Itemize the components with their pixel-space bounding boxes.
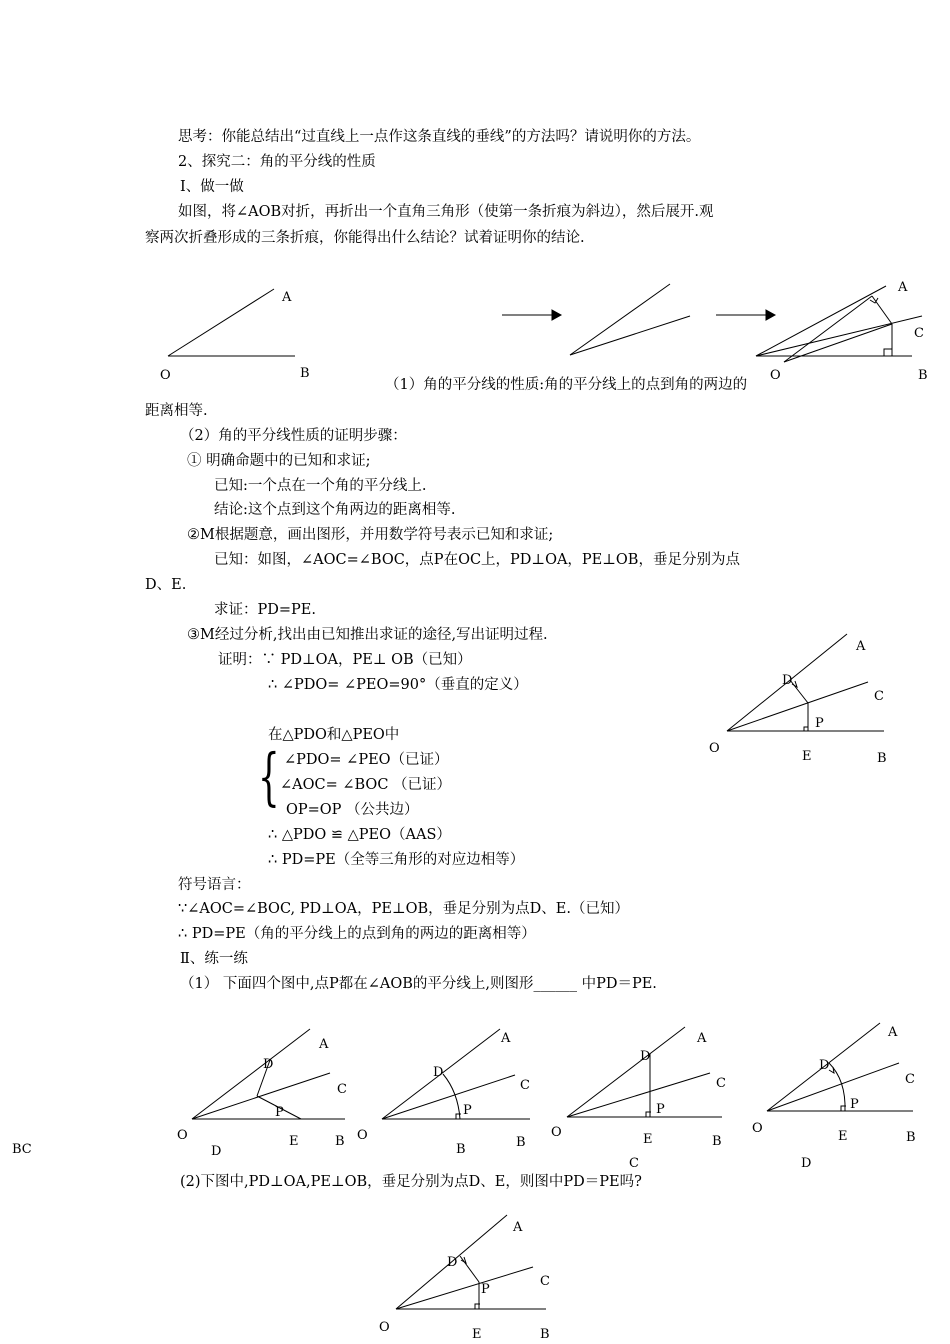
to-prove: 求证：PD=PE. (214, 602, 316, 618)
ex-a-label-d2: D (211, 1144, 222, 1159)
ex-c-label-b: B (712, 1134, 722, 1149)
section-heading: 2、探究二：角的平分线的性质 (178, 154, 376, 170)
part1-heading: Ⅰ、做一做 (180, 179, 244, 195)
ex-b-label-b2: B (516, 1135, 526, 1150)
conclusion-1: 结论:这个点到这个角两边的距离相等. (214, 502, 456, 518)
ex-c-label-d: D (640, 1049, 651, 1064)
ex2-oc (396, 1267, 533, 1309)
ex-d-label-e: E (838, 1129, 848, 1144)
system-line-2: ∠AOC= ∠BOC （已证） (280, 777, 452, 793)
proof-label-c: C (874, 689, 884, 704)
ex-b-label-d: D (433, 1065, 444, 1080)
system-brace: { (258, 740, 280, 813)
ex-d-label-b: B (906, 1130, 916, 1145)
proof-line-2: ∴ ∠PDO= ∠PEO=90°（垂直的定义） (268, 677, 528, 693)
proof-line-3: 在△PDO和△PEO中 (268, 727, 400, 743)
step-2: ②M根据题意，画出图形，并用数学符号表示已知和求证; (187, 527, 554, 543)
fig1-label-a: A (282, 290, 292, 305)
proof-label-b: B (877, 751, 887, 766)
ex-a-label-a: A (319, 1037, 329, 1052)
part2-heading: Ⅱ、练一练 (180, 951, 248, 967)
ex-c-label-o: O (551, 1125, 562, 1140)
step-1: ① 明确命题中的已知和求证; (187, 453, 371, 469)
exercise-2: (2)下图中,PD⊥OA,PE⊥OB，垂足分别为点D、E，则图中PD＝PE吗? (180, 1174, 642, 1190)
fig1-label-o: O (160, 368, 171, 383)
ex-a-label-c: C (337, 1082, 347, 1097)
ex2-label-a: A (513, 1220, 523, 1235)
ex-a-label-d: D (263, 1057, 274, 1072)
symbol-line-1: ∵∠AOC=∠BOC, PD⊥OA，PE⊥OB，垂足分别为点D、E.（已知） (178, 901, 629, 917)
ex-d-label-a: A (888, 1025, 898, 1040)
ex-c-label-c2: C (629, 1156, 639, 1171)
exercise-1: （1） 下面四个图中,点P都在∠AOB的平分线上,则图形______ 中PD＝PE. (180, 976, 657, 992)
proof-steps-heading: （2）角的平分线性质的证明步骤： (180, 428, 407, 444)
fig3-label-b: B (918, 368, 928, 383)
proof-label-d: D (782, 673, 793, 688)
ex-b-label-a: A (501, 1031, 511, 1046)
known-1: 已知:一个点在一个角的平分线上. (214, 478, 427, 494)
fig3-label-o: O (770, 368, 781, 383)
ex-b-label-o: O (357, 1128, 368, 1143)
ex-b-label-p: P (463, 1103, 472, 1118)
proof-label-p: P (815, 716, 824, 731)
symbol-line-2: ∴ PD=PE（角的平分线上的点到角的两边的距离相等） (178, 926, 536, 942)
ex-c-label-e: E (643, 1132, 653, 1147)
ex2-label-d: D (447, 1255, 458, 1270)
ex-a-label-o: O (177, 1128, 188, 1143)
ex-c-label-c: C (716, 1076, 726, 1091)
fig3-label-c: C (914, 326, 924, 341)
stray-label: BC (12, 1142, 32, 1157)
ex-d-label-o: O (752, 1121, 763, 1136)
proof-line-5: ∴ PD=PE（全等三角形的对应边相等） (268, 852, 525, 868)
ex-c-label-p: P (656, 1102, 665, 1117)
ex-a-label-b: B (335, 1134, 345, 1149)
proof-line-1: 证明：∵ PD⊥OA，PE⊥ OB（已知） (218, 652, 472, 668)
ex-b-label-b: B (456, 1142, 466, 1157)
ex-a-label-p: P (275, 1105, 284, 1120)
ex-b-label-c: C (520, 1078, 530, 1093)
property-line-2: 距离相等. (145, 403, 208, 419)
system-line-3: OP=OP （公共边） (286, 802, 419, 818)
ex2-label-o: O (379, 1320, 390, 1335)
ex-d-label-d2: D (801, 1156, 812, 1171)
property-line-1: （1）角的平分线的性质:角的平分线上的点到角的两边的 (385, 377, 748, 393)
ex2-label-b: B (540, 1327, 550, 1342)
ex2-label-c: C (540, 1274, 550, 1289)
intro-line-2: 察两次折叠形成的三条折痕，你能得出什么结论？试着证明你的结论. (145, 230, 585, 246)
ex2-label-p: P (481, 1282, 490, 1297)
proof-label-o: O (709, 741, 720, 756)
symbol-heading: 符号语言： (178, 877, 251, 893)
step-3: ③M经过分析,找出由已知推出求证的途径,写出证明过程. (187, 627, 548, 643)
ex-c-label-a: A (697, 1031, 707, 1046)
fig1-label-b: B (300, 366, 310, 381)
system-line-1: ∠PDO= ∠PEO（已证） (284, 752, 449, 768)
intro-line-1: 如图，将∠AOB对折，再折出一个直角三角形（使第一条折痕为斜边），然后展开.观 (178, 204, 714, 220)
known-2-line-2: D、E. (145, 577, 187, 593)
ex2-pd (460, 1256, 479, 1282)
proof-label-e: E (802, 749, 812, 764)
ex-d-label-p: P (850, 1097, 859, 1112)
think-text: 思考：你能总结出“过直线上一点作这条直线的垂线”的方法吗？请说明你的方法。 (178, 129, 701, 145)
ex-d-label-d: D (819, 1058, 830, 1073)
proof-label-a: A (856, 639, 866, 654)
ex-d-label-c: C (905, 1072, 915, 1087)
proof-line-4: ∴ △PDO ≌ △PEO（AAS） (268, 827, 451, 843)
known-2-line-1: 已知：如图，∠AOC=∠BOC，点P在OC上，PD⊥OA，PE⊥OB，垂足分别为点 (214, 552, 740, 568)
ex-a-label-e: E (289, 1134, 299, 1149)
ex2-label-e: E (472, 1327, 482, 1342)
fig3-label-a: A (898, 280, 908, 295)
